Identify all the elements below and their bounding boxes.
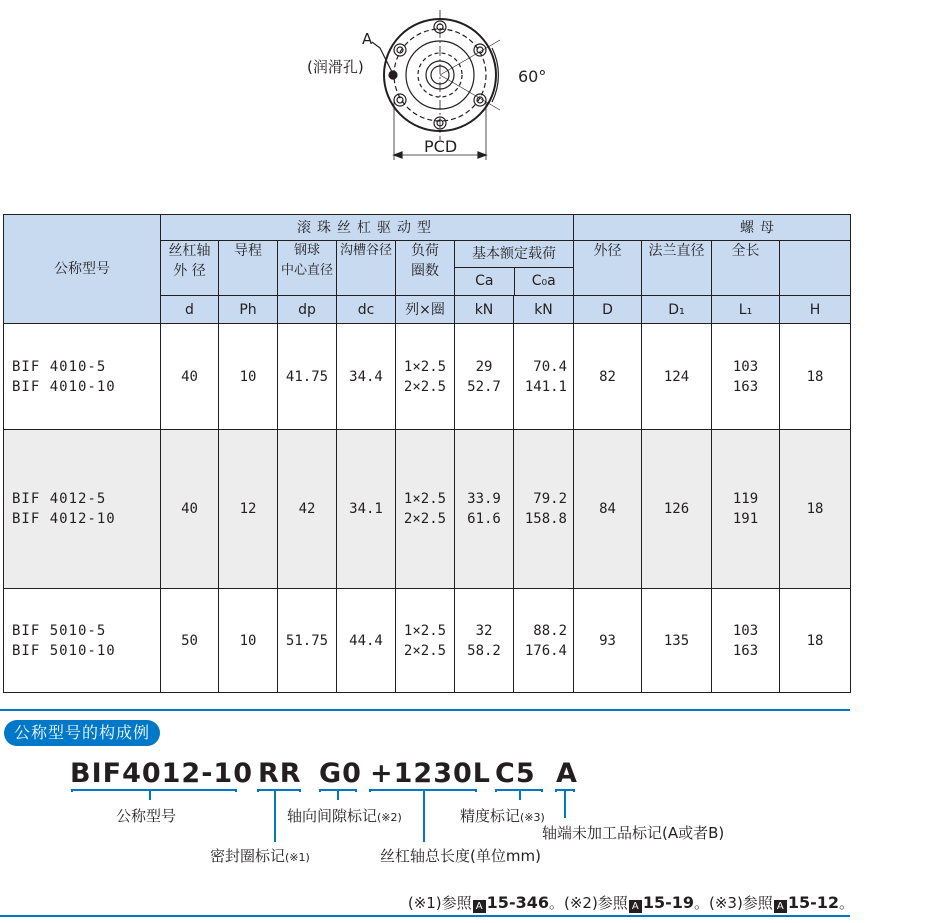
angle-label: 60° [518,67,547,86]
h-cell: 18 [780,589,851,693]
ca-cell: 33.9 61.6 [455,430,514,589]
turns-cell: 1×2.5 2×2.5 [396,324,455,430]
ph-cell: 10 [219,324,278,430]
unit-h: H [780,296,851,324]
nut-end-view-drawing [0,0,930,200]
model-cell: BIF 4010-5 BIF 4010-10 [4,324,161,430]
unit-flange-d: D₁ [642,296,712,324]
label-accuracy: 精度标记(※3) [460,807,545,825]
dp-cell: 51.75 [278,589,337,693]
model-cell: BIF 5010-5 BIF 5010-10 [4,589,161,693]
ball-pcd-header: 钢球 中心直径 [278,241,337,296]
label-a: A [362,30,373,48]
code-part-length: +1230L [370,758,491,789]
dp-cell: 41.75 [278,324,337,430]
model-header: 公称型号 [4,215,161,324]
shaft-od-header: 丝杠轴 外 径 [161,241,219,296]
length-cell: 119 191 [712,430,780,589]
h-cell: 18 [780,430,851,589]
unit-c0a: kN [514,296,574,324]
ca-cell: 29 52.7 [455,324,514,430]
ca-cell: 32 58.2 [455,589,514,693]
dc-cell: 44.4 [337,589,396,693]
length-cell: 103 163 [712,324,780,430]
unit-length: L₁ [712,296,780,324]
nut-group-header: 螺母 [574,215,851,241]
d-cell: 40 [161,430,219,589]
h-cell: 18 [780,324,851,430]
ph-cell: 10 [219,589,278,693]
unit-turns: 列×圈 [396,296,455,324]
table-row [4,430,851,589]
label-end: 轴端未加工品标记(A或者B) [542,824,725,842]
unit-ph: Ph [219,296,278,324]
ph-cell: 12 [219,430,278,589]
c0a-cell: 79.2 158.8 [514,430,574,589]
section-a-icon: A [629,900,642,913]
spec-table [3,214,851,693]
length-header: 全长 [712,241,780,296]
flange-d-cell: 135 [642,589,712,693]
code-part-model: BIF4012-10 [70,758,253,789]
label-clearance: 轴向间隙标记(※2) [287,807,402,825]
label-model: 公称型号 [116,807,177,825]
unit-outer-d: D [574,296,642,324]
flange-d-header: 法兰直径 [642,241,712,296]
pcd-label: PCD [424,137,458,156]
table-row [4,324,851,430]
dc-cell: 34.4 [337,324,396,430]
code-part-seal: RR [258,758,302,789]
flange-d-cell: 126 [642,430,712,589]
outer-d-cell: 84 [574,430,642,589]
lead-header: 导程 [219,241,278,296]
outer-d-cell: 82 [574,324,642,430]
d-cell: 50 [161,589,219,693]
turns-cell: 1×2.5 2×2.5 [396,589,455,693]
ca-header: Ca [455,268,515,295]
c0a-header: C₀a [531,273,556,289]
length-cell: 103 163 [712,589,780,693]
dp-cell: 42 [278,430,337,589]
section-a-icon: A [774,900,787,913]
section-divider-bottom [0,915,850,917]
h-header-spacer [780,241,851,296]
c0a-cell: 88.2 176.4 [514,589,574,693]
rated-load-header: 基本额定载荷 Ca C₀a [455,241,574,296]
outer-d-cell: 93 [574,589,642,693]
dc-cell: 34.1 [337,430,396,589]
table-row [4,589,851,693]
unit-ca: kN [455,296,514,324]
label-length: 丝杠轴总长度(单位mm) [380,847,541,865]
d-cell: 40 [161,324,219,430]
code-part-clearance: G0 [319,758,362,789]
turns-cell: 1×2.5 2×2.5 [396,430,455,589]
example-section-title: 公称型号的构成例 [4,720,160,746]
flange-d-cell: 124 [642,324,712,430]
label-seal: 密封圈标记(※1) [210,847,310,865]
code-part-accuracy: C5 [495,758,536,789]
model-cell: BIF 4012-5 BIF 4012-10 [4,430,161,589]
lube-hole-label: (润滑孔) [307,58,364,76]
groove-header: 沟槽谷径 [337,241,396,296]
code-part-end: A [556,758,578,789]
footnote: (※1)参照 A 15-346。(※2)参照 A 15-19。(※3)参照 A 15-12。 [407,893,854,912]
c0a-cell: 70.4 141.1 [514,324,574,430]
section-a-icon: A [473,900,486,913]
unit-d: d [161,296,219,324]
section-divider-top [0,709,850,711]
outer-d-header: 外径 [574,241,642,296]
ball-screw-group-header: 滚珠丝杠驱动型 [161,215,574,241]
unit-dc: dc [337,296,396,324]
load-turns-header: 负荷 圈数 [396,241,455,296]
unit-dp: dp [278,296,337,324]
